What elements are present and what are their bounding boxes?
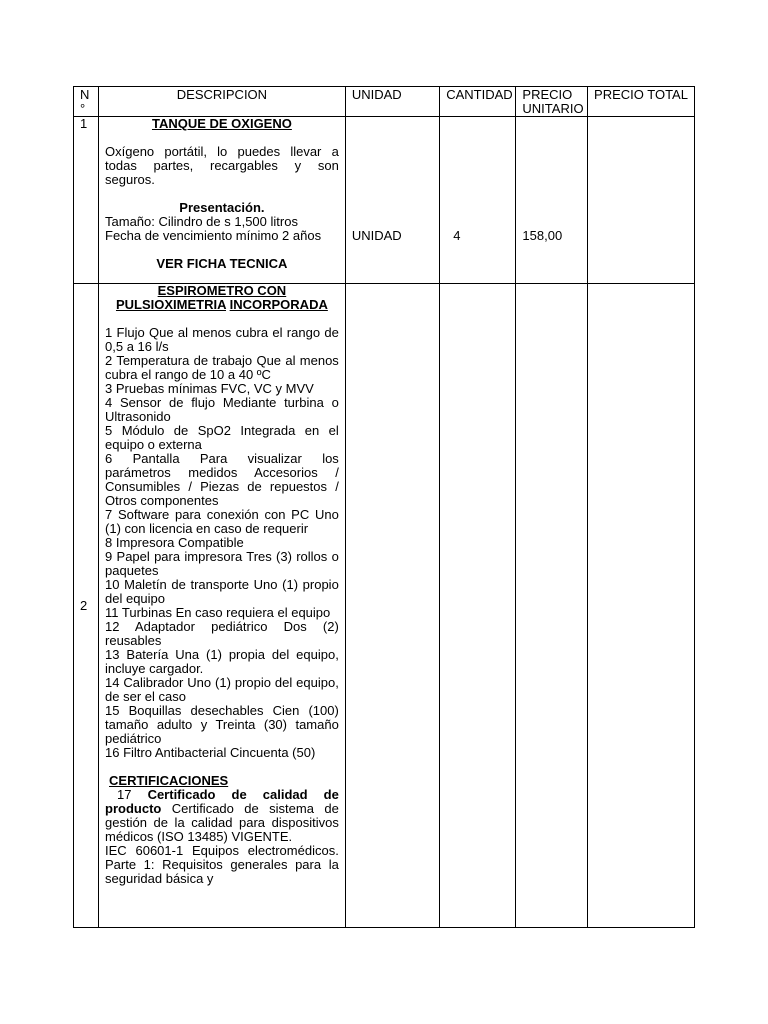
table-row: [74, 284, 695, 928]
list-item: 4 Sensor de flujo Mediante turbina o Ultrasonido: [105, 395, 339, 424]
expiry-text: Fecha de vencimiento mínimo 2 años: [105, 228, 322, 243]
cert-17: [105, 788, 339, 844]
row-unit-price: [516, 117, 588, 284]
list-item: 2 Temperatura de trabajo Que al menos cubra el rango de 10 a 40 ºC: [105, 353, 339, 382]
row-total-price: [588, 117, 695, 284]
list-item: 1 Flujo Que al menos cubra el rango de 0,5 a 16 l/s: [105, 325, 339, 354]
row-unit-price: [516, 284, 588, 928]
row-unit: [345, 284, 439, 928]
quantity-value: 4: [453, 228, 461, 243]
header-descripcion: DESCRIPCION: [99, 87, 346, 117]
list-item: 6 Pantalla Para visualizar los parámetros medidos Accesorios / Consumibles / Piezas de repuestos / Otros componentes: [105, 451, 339, 508]
list-item: 3 Pruebas mínimas FVC, VC y MVV: [105, 381, 314, 396]
list-item: 14 Calibrador Uno (1) propio del equipo, de ser el caso: [105, 675, 339, 704]
row-quantity: [440, 117, 516, 284]
list-item: 13 Batería Una (1) propia del equipo, incluye cargador.: [105, 647, 339, 676]
presentation-label: Presentación.: [179, 200, 265, 215]
item-title-part-b: INCORPORADA: [229, 297, 328, 312]
unit-value: UNIDAD: [351, 228, 402, 243]
list-item: 15 Boquillas desechables Cien (100) tamaño adulto y Treinta (30) tamaño pediátrico: [105, 703, 339, 746]
list-item: 9 Papel para impresora Tres (3) rollos o paquetes: [105, 549, 339, 578]
iec-text: IEC 60601-1 Equipos electromédicos. Parte 1: Requisitos generales para la seguridad básica y: [105, 843, 339, 886]
item-description: Oxígeno portátil, lo puedes llevar a todas partes, recargables y son seguros.: [105, 144, 339, 187]
row-unit: [345, 117, 439, 284]
item-title-line1: ESPIROMETRO CON: [157, 283, 287, 298]
header-cantidad: CANTIDAD: [440, 87, 516, 117]
item-title-part-a: PULSIOXIMETRIA: [115, 297, 226, 312]
list-item: 10 Maletín de transporte Uno (1) propio del equipo: [105, 577, 339, 606]
spec-list: [105, 326, 339, 760]
list-item: 12 Adaptador pediátrico Dos (2) reusables: [105, 619, 339, 648]
header-precio-total: PRECIO TOTAL: [588, 87, 695, 117]
item-title: TANQUE DE OXIGENO: [151, 116, 292, 131]
certifications-title: CERTIFICACIONES: [109, 773, 229, 788]
table-row: [74, 117, 695, 284]
unit-price-value: 158,00: [522, 228, 563, 243]
size-text: Tamaño: Cilindro de s 1,500 litros: [105, 214, 298, 229]
list-item: 5 Módulo de SpO2 Integrada en el equipo o externa: [105, 423, 339, 452]
cert-17-text: Certificado de sistema de gestión de la calidad para dispositivos médicos (ISO 13485) VIGENTE.: [105, 801, 339, 844]
row-number: 1: [74, 117, 99, 284]
row-number: 2: [74, 284, 99, 928]
row-quantity: [440, 284, 516, 928]
list-item: 16 Filtro Antibacterial Cincuenta (50): [105, 745, 316, 760]
row-total-price: [588, 284, 695, 928]
list-item: 11 Turbinas En caso requiera el equipo: [105, 605, 331, 620]
row-description: [99, 284, 346, 928]
cert-17-number: 17: [117, 787, 132, 802]
row-description: [99, 117, 346, 284]
list-item: 8 Impresora Compatible: [105, 535, 244, 550]
list-item: 7 Software para conexión con PC Uno (1) con licencia en caso de requerir: [105, 507, 339, 536]
header-n: N °: [74, 87, 99, 117]
cert-17-heading: Certificado de calidad de producto: [105, 787, 339, 816]
datasheet-label: VER FICHA TECNICA: [156, 256, 288, 271]
header-precio-unitario: PRECIO UNITARIO: [516, 87, 588, 117]
header-row: [74, 87, 695, 117]
quotation-table: [73, 86, 695, 928]
header-unidad: UNIDAD: [345, 87, 439, 117]
